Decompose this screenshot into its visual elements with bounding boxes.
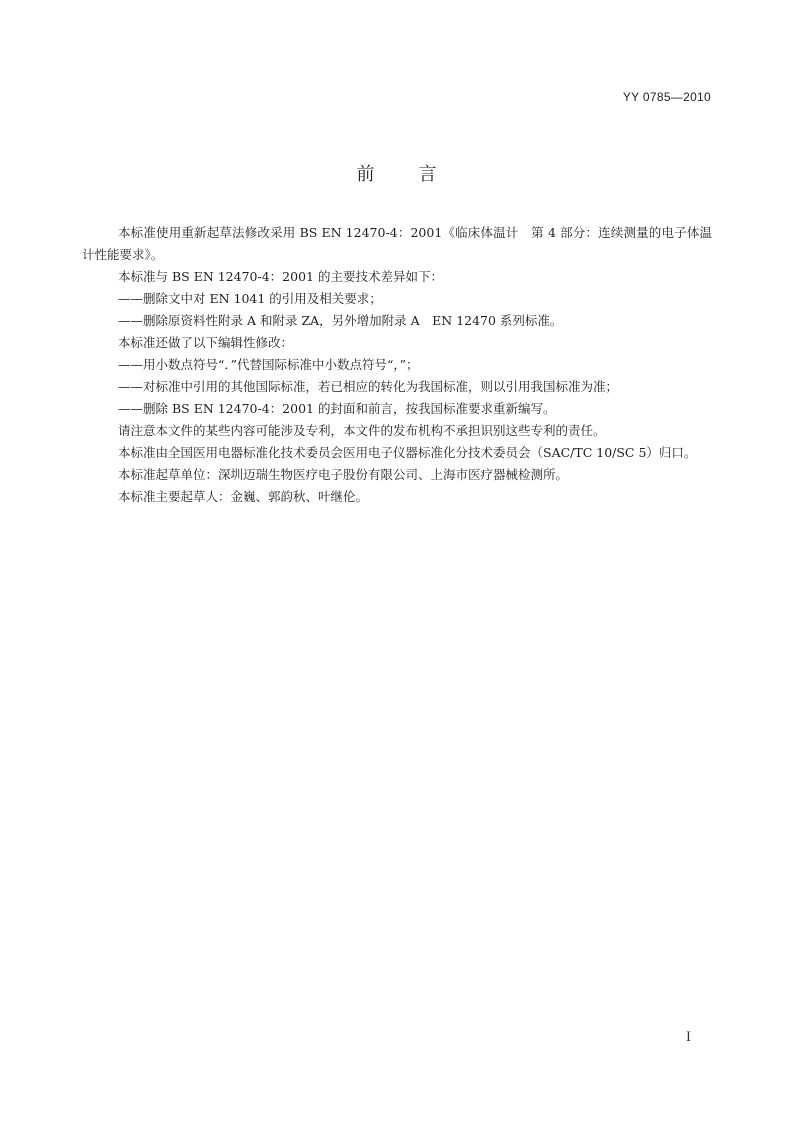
- list-item-editorial-change: ——对标准中引用的其他国际标准，若已相应的转化为我国标准，则以引用我国标准为准；: [118, 379, 619, 394]
- paragraph-committee: 本标准由全国医用电器标准化技术委员会医用电子仪器标准化分技术委员会（SAC/TC 10/SC 5）归口。: [118, 445, 697, 460]
- paragraph-patent-notice: 请注意本文件的某些内容可能涉及专利，本文件的发布机构不承担识别这些专利的责任。: [118, 423, 606, 438]
- list-item-technical-difference: ——删除原资料性附录 A 和附录 ZA，另外增加附录 A EN 12470 系列标准。: [118, 313, 563, 328]
- foreword-body: [82, 222, 712, 508]
- list-item-editorial-change: ——用小数点符号“．”代替国际标准中小数点符号“，”；: [118, 357, 419, 372]
- paragraph-adoption-statement: 本标准使用重新起草法修改采用 BS EN 12470-4：2001《临床体温计 第 4 部分：连续测量的电子体温计性能要求》。: [82, 225, 712, 262]
- paragraph-drafters: 本标准主要起草人：金巍、郭韵秋、叶继伦。: [118, 489, 369, 504]
- page-title: 前言: [356, 164, 481, 185]
- paragraph-editorial-changes-intro: 本标准还做了以下编辑性修改：: [118, 335, 294, 350]
- paragraph-technical-differences-intro: 本标准与 BS EN 12470-4：2001 的主要技术差异如下：: [118, 269, 443, 284]
- list-item-technical-difference: ——删除文中对 EN 1041 的引用及相关要求；: [118, 291, 382, 306]
- list-item-editorial-change: ——删除 BS EN 12470-4：2001 的封面和前言，按我国标准要求重新编写。: [118, 401, 556, 416]
- page-number: I: [685, 1030, 691, 1045]
- standard-code: YY 0785—2010: [622, 90, 711, 104]
- paragraph-drafting-organizations: 本标准起草单位：深圳迈瑞生物医疗电子股份有限公司、上海市医疗器械检测所。: [118, 467, 569, 482]
